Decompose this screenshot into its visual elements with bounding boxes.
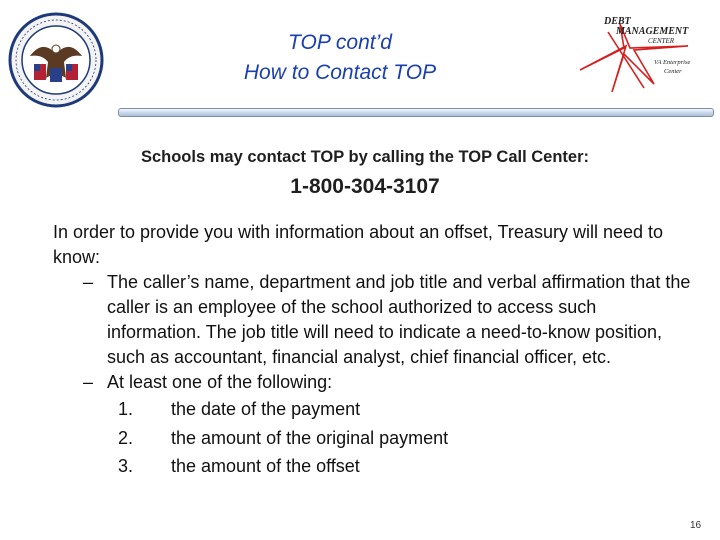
phone-number: 1-800-304-3107 (290, 175, 440, 198)
logo-text-management: MANAGEMENT (616, 26, 689, 37)
slide-body (53, 220, 693, 481)
item-number: 1. (118, 399, 134, 419)
dash-bullet: – (83, 272, 94, 292)
call-center-intro: Schools may contact TOP by calling the TOP Call Center: (140, 148, 590, 166)
item-text: the amount of the offset (171, 456, 360, 476)
logo-text-debt: DEBT (604, 16, 631, 27)
logo-text-va-enterprise: VA Enterprise (654, 59, 691, 66)
item-number: 3. (118, 456, 134, 476)
body-paragraph: In order to provide you with information about an offset, Treasury will need to know: (53, 222, 664, 267)
page-number: 16 (690, 520, 702, 531)
bullet-item (53, 370, 693, 395)
debt-management-center-logo (568, 10, 708, 94)
bullet-text: At least one of the following: (107, 372, 333, 392)
dash-bullet: – (83, 372, 94, 392)
va-seal-logo (8, 12, 104, 108)
title-line-1: TOP cont’d (288, 31, 392, 54)
slide-title (150, 28, 530, 88)
numbered-item (53, 452, 693, 481)
item-text: the date of the payment (171, 399, 361, 419)
logo-text-center: CENTER (648, 37, 675, 45)
logo-text-center-2: Center (664, 68, 682, 75)
item-number: 2. (118, 427, 134, 448)
numbered-item (53, 395, 693, 424)
bullet-item (53, 270, 693, 370)
title-line-2: How to Contact TOP (243, 61, 437, 84)
header-divider-bar (118, 108, 714, 117)
bullet-text: The caller’s name, department and job title and verbal affirmation that the caller is an employee of the school authorized to access such information. The job title will need to indicate a need-to-know position, such as accountant, financial analyst, chief financial officer, etc. (107, 272, 691, 367)
numbered-item (53, 424, 693, 453)
item-text: the amount of the original payment (171, 427, 449, 448)
